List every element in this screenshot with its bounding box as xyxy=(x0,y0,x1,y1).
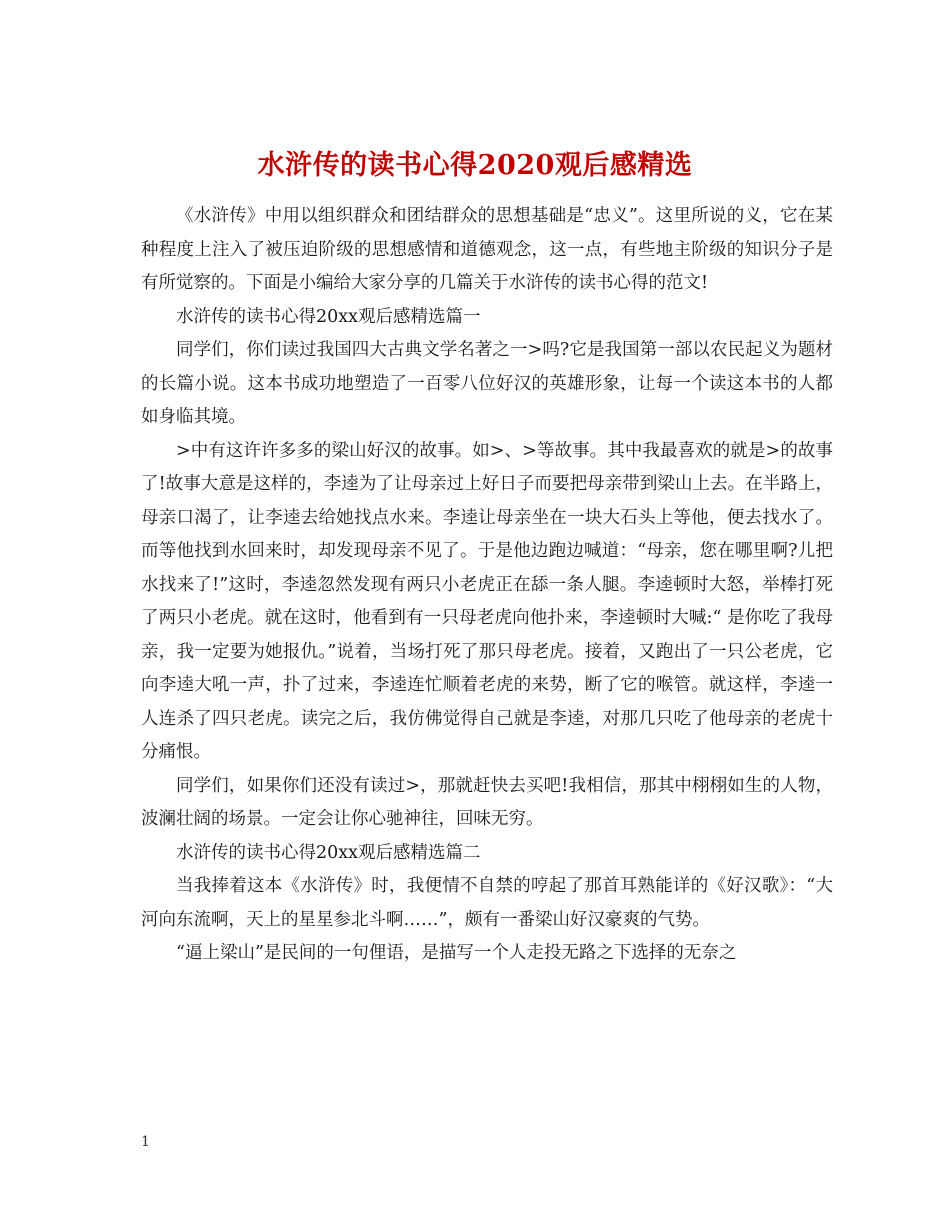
document-body xyxy=(141,200,833,971)
paragraph-intro: 《水浒传》中用以组织群众和团结群众的思想基础是“忠义”。这里所说的义，它在某种程度上注入了被压迫阶级的思想感情和道德观念，这一点，有些地主阶级的知识分子是有所觉察的。下面是小编给大家分享的几篇关于水浒传的读书心得的范文! xyxy=(141,206,833,293)
paragraph: 同学们，如果你们还没有读过>，那就赶快去买吧!我相信，那其中栩栩如生的人物，波澜壮阔的场景。一定会让你心驰神往，回味无穷。 xyxy=(141,775,833,829)
document-title: 水浒传的读书心得2020观后感精选 xyxy=(257,150,693,182)
page-number: 1 xyxy=(141,1134,150,1150)
paragraph: >中有这许许多多的梁山好汉的故事。如>、>等故事。其中我最喜欢的就是>的故事了!故事大意是这样的，李逵为了让母亲过上好日子而要把母亲带到梁山上去。在半路上，母亲口渴了，让李逵去给她找点水来。李逵让母亲坐在一块大石头上等他，便去找水了。而等他找到水回来时，却发现母亲不见了。于是他边跑边喊道：“母亲，您在哪里啊?儿把水找来了!”这时，李逵忽然发现有两只小老虎正在舔一条人腿。李逵顿时大怒，举棒打死了两只小老虎。就在这时，他看到有一只母老虎向他扑来，李逵顿时大喊:“ 是你吃了我母亲，我一定要为她报仇。”说着，当场打死了那只母老虎。接着，又跑出了一只公老虎，它向李逵大吼一声，扑了过来，李逵连忙顺着老虎的来势，断了它的喉管。就这样，李逵一人连杀了四只老虎。读完之后，我仿佛觉得自己就是李逵，对那几只吃了他母亲的老虎十分痛恨。 xyxy=(141,440,833,762)
section-heading-2: 水浒传的读书心得20xx观后感精选篇二 xyxy=(176,842,481,863)
paragraph: “逼上梁山”是民间的一句俚语，是描写一个人走投无路之下选择的无奈之 xyxy=(176,943,737,963)
paragraph: 当我捧着这本《水浒传》时，我便情不自禁的哼起了那首耳熟能详的《好汉歌》：“大河向东流啊，天上的星星参北斗啊……”，颇有一番梁山好汉豪爽的气势。 xyxy=(141,876,833,930)
section-heading-1: 水浒传的读书心得20xx观后感精选篇一 xyxy=(176,306,481,327)
paragraph: 同学们，你们读过我国四大古典文学名著之一>吗?它是我国第一部以农民起义为题材的长篇小说。这本书成功地塑造了一百零八位好汉的英雄形象，让每一个读这本书的人都如身临其境。 xyxy=(141,340,833,427)
